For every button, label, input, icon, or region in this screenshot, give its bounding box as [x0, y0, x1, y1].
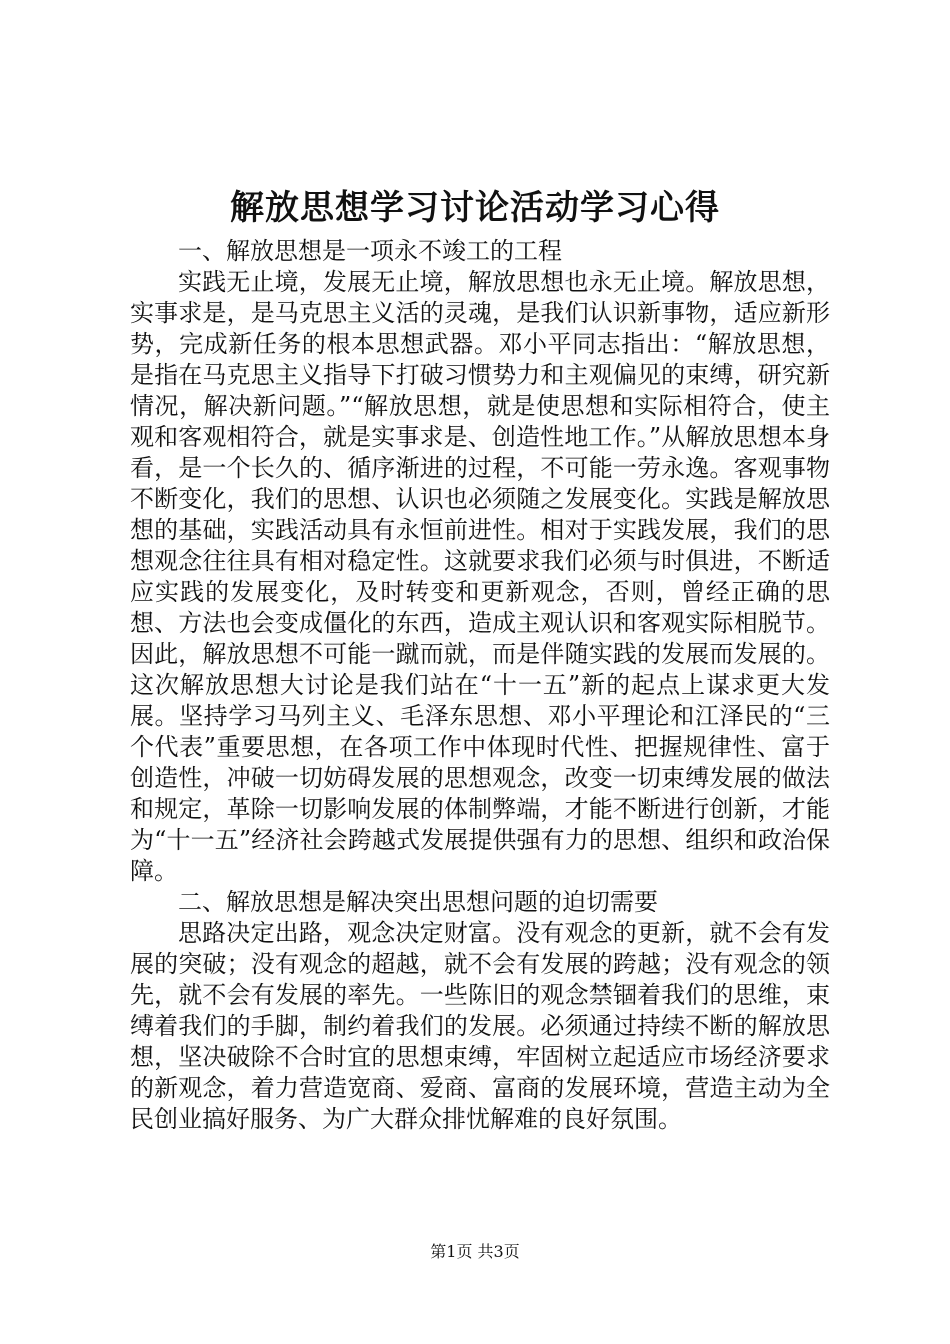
- document-title: 解放思想学习讨论活动学习心得: [230, 188, 720, 228]
- section-heading-1: 一、解放思想是一项永不竣工的工程: [178, 237, 562, 265]
- section-paragraph-2: 思路决定出路，观念决定财富。没有观念的更新，就不会有发展的突破；没有观念的超越，就不会有发展的跨越；没有观念的领先，就不会有发展的率先。一些陈旧的观念禁锢着我们的思维，束缚着我们的手脚，制约着我们的发展。必须通过持续不断的解放思想，坚决破除不合时宜的思想束缚，牢固树立起适应市场经济要求的新观念，着力营造宽商、爱商、富商的发展环境，营造主动为全民创业搞好服务、为广大群众排忧解难的良好氛围。: [130, 919, 830, 1133]
- section-paragraph-1: 实践无止境，发展无止境，解放思想也永无止境。解放思想，实事求是，是马克思主义活的灵魂，是我们认识新事物，适应新形势，完成新任务的根本思想武器。邓小平同志指出：“解放思想，是指在马克思主义指导下打破习惯势力和主观偏见的束缚，研究新情况，解决新问题。”“解放思想，就是使思想和实际相符合，使主观和客观相符合，就是实事求是、创造性地工作。”从解放思想本身看，是一个长久的、循序渐进的过程，不可能一劳永逸。客观事物不断变化，我们的思想、认识也必须随之发展变化。实践是解放思想的基础，实践活动具有永恒前进性。相对于实践发展，我们的思想观念往往具有相对稳定性。这就要求我们必须与时俱进，不断适应实践的发展变化，及时转变和更新观念，否则，曾经正确的思想、方法也会变成僵化的东西，造成主观认识和客观实际相脱节。因此，解放思想不可能一蹴而就，而是伴随实践的发展而发展的。这次解放思想大讨论是我们站在“十一五”新的起点上谋求更大发展。坚持学习马列主义、毛泽东思想、邓小平理论和江泽民的“三个代表”重要思想，在各项工作中体现时代性、把握规律性、富于创造性，冲破一切妨碍发展的思想观念，改变一切束缚发展的做法和规定，革除一切影响发展的体制弊端，才能不断进行创新，才能为“十一五”经济社会跨越式发展提供强有力的思想、组织和政治保障。: [130, 268, 830, 885]
- page-footer: 第1页 共3页: [430, 1242, 520, 1261]
- section-heading-2: 二、解放思想是解决突出思想问题的迫切需要: [178, 888, 658, 916]
- document-body: [130, 236, 830, 1135]
